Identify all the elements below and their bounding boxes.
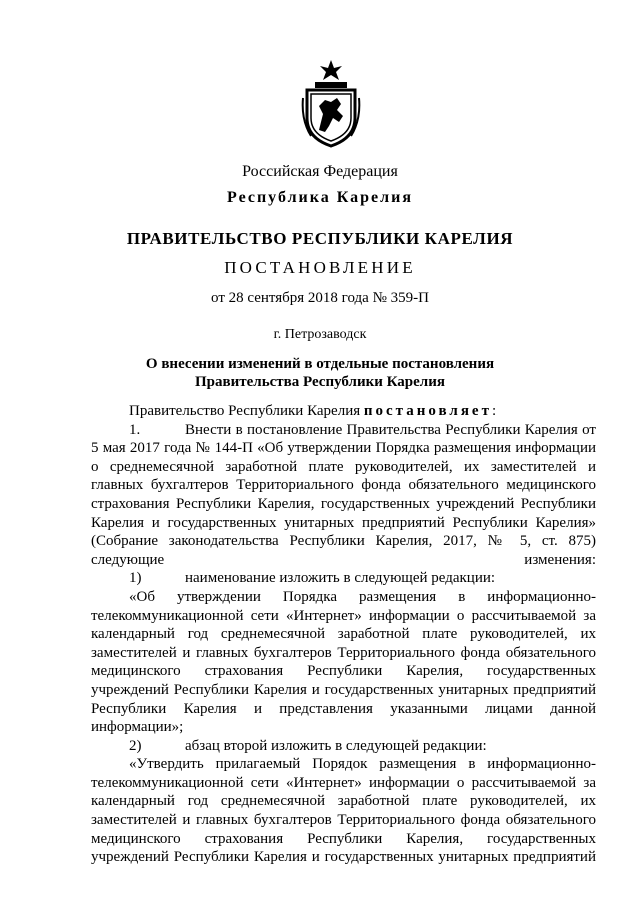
country-name: Российская Федерация — [242, 163, 398, 180]
lead-text: Правительство Республики Карелия — [129, 403, 364, 419]
lead-spaced-word: постановляет — [363, 403, 492, 419]
government-title: ПРАВИТЕЛЬСТВО РЕСПУБЛИКИ КАРЕЛИЯ — [126, 229, 514, 248]
document-body — [91, 402, 596, 867]
item-1-paragraph — [91, 421, 596, 570]
quote-2-paragraph: «Утвердить прилагаемый Порядок размещения в информационно-телекоммуникационной сети «Интернет» информации о рассчитываемой за календарный год среднемесячной заработной плате руководителей, их заместителей и главных бухгалтеров Территориального фонда обязательного медицинского страхования Республики Карелия, государственных учреждений Республики Карелия и государственных унитарных предприятий — [91, 756, 596, 866]
date-and-number: от 28 сентября 2018 года № 359-П — [211, 290, 429, 306]
lead-paragraph — [91, 402, 596, 421]
item-1-number: 1. — [129, 421, 141, 438]
subitem-2-paragraph — [91, 737, 596, 756]
subject-line-1: О внесении изменений в отдельные постановления — [145, 356, 495, 372]
document-type: ПОСТАНОВЛЕНИЕ — [224, 258, 416, 277]
subject-line-2: Правительства Республики Карелия — [195, 374, 445, 390]
quote-1-paragraph: «Об утверждении Порядка размещения в информационно-телекоммуникационной сети «Интернет» информации о рассчитываемой за календарный год среднемесячной заработной плате руководителей, их заместителей и главных бухгалтеров Территориального фонда обязательного медицинского страхования Республики Карелия, государственных учреждений Республики Карелия и государственных унитарных предприятий Республики Карелия и представления указанными лицами данной информации»; — [91, 588, 596, 736]
republic-name: Республика Карелия — [227, 189, 413, 206]
subitem-2-number: 2) — [129, 737, 142, 754]
lead-end: : — [491, 403, 497, 419]
subitem-1-paragraph — [91, 569, 596, 588]
subitem-1-number: 1) — [129, 570, 142, 587]
document-subject — [0, 355, 640, 391]
subitem-2-text: абзац второй изложить в следующей редакции: — [185, 737, 487, 754]
karelia-coat-of-arms-icon — [301, 60, 361, 148]
subitem-1-text: наименование изложить в следующей редакции: — [185, 570, 496, 587]
city: г. Петрозаводск — [273, 327, 367, 342]
item-1-text: Внести в постановление Правительства Республики Карелия от 5 мая 2017 года № 144-П «Об утверждении Порядка размещения информации о среднемесячной заработной плате руководителей, их заместителей и главных бухгалтеров Территориального фонда обязательного медицинского страхования Республики Карелия, государственных учреждений Республики Карелия и государственных унитарных предприятий Республики Карелия» (Собрание законодательства Республики Карелия, 2017, № 5, ст. 875) следующие изменения: — [91, 421, 596, 568]
